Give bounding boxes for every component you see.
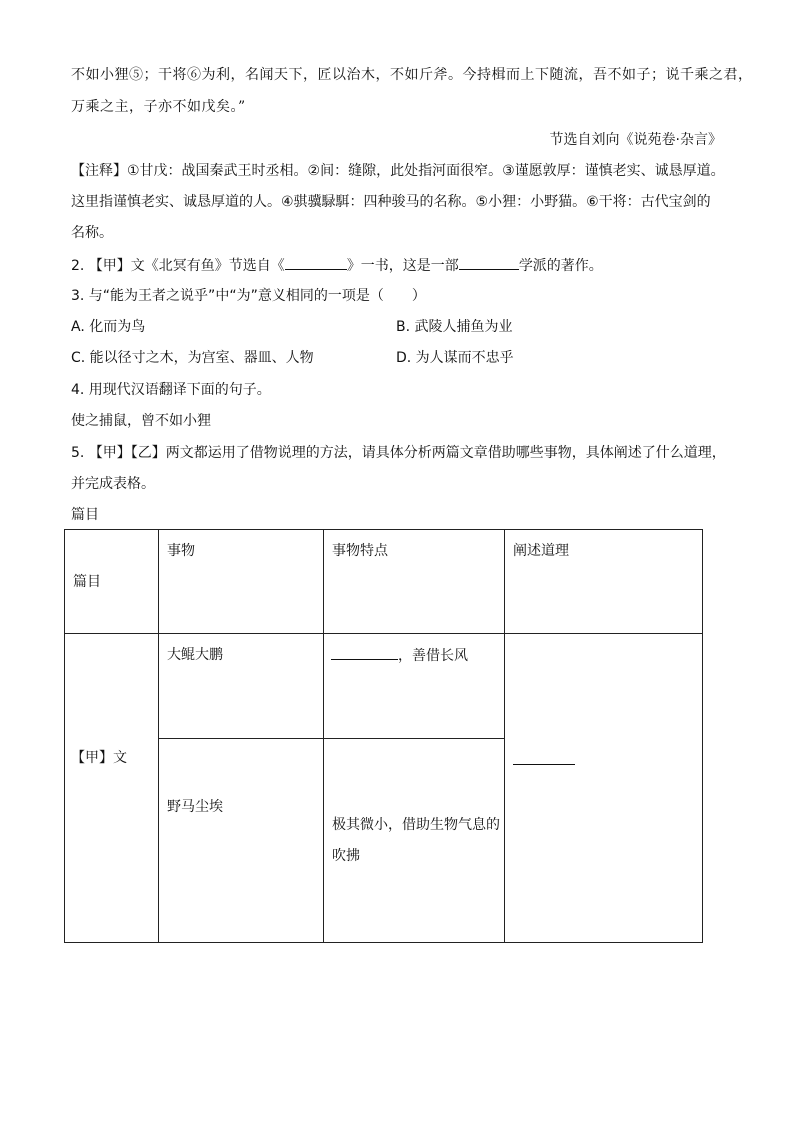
q2-blank-school[interactable] bbox=[459, 255, 519, 270]
q3-option-a[interactable]: A. 化而为鸟 bbox=[71, 319, 146, 335]
thing-cell-2 bbox=[159, 739, 324, 943]
header-cell-shiwu bbox=[159, 530, 324, 634]
header-tedian: 事物特点 bbox=[332, 543, 388, 559]
feature-1 bbox=[331, 645, 468, 666]
principle-blank[interactable] bbox=[513, 750, 575, 765]
thing-1: 大鲲大鹏 bbox=[167, 647, 223, 663]
q2-text-1: 2. 【甲】文《北冥有鱼》节选自《 bbox=[71, 258, 285, 274]
question-3-stem: 3. 与“能为王者之说乎”中“为”意义相同的一项是（ ） bbox=[71, 288, 426, 304]
section-label: 【甲】文 bbox=[71, 750, 127, 766]
thing-2: 野马尘埃 bbox=[167, 799, 223, 815]
feature-2-line-1: 极其微小，借助生物气息的 bbox=[332, 817, 500, 833]
question-2 bbox=[71, 255, 603, 276]
q2-text-3: 学派的著作。 bbox=[518, 258, 603, 274]
feature-cell-1[interactable] bbox=[324, 634, 505, 739]
passage-line-2: 万乘之主，子亦不如戊矣。” bbox=[71, 99, 246, 115]
header-cell-daoli bbox=[505, 530, 703, 634]
principle-cell[interactable] bbox=[505, 634, 703, 943]
question-4-stem: 4. 用现代汉语翻译下面的句子。 bbox=[71, 382, 271, 398]
thing-cell-1 bbox=[159, 634, 324, 739]
answer-table bbox=[64, 529, 703, 943]
passage-source: 节选自刘向《说苑卷·杂言》 bbox=[549, 132, 722, 148]
notes-line-1: 【注释】①甘戊：战国秦武王时丞相。②间：缝隙，此处指河面很窄。③谨愿敦厚：谨慎老实、诚恳厚道。 bbox=[71, 163, 725, 179]
q3-option-b[interactable]: B. 武陵人捕鱼为业 bbox=[396, 319, 513, 335]
feature-cell-2 bbox=[324, 739, 505, 943]
passage-line-1: 不如小狸⑤；干将⑥为利，名闻天下，匠以治木，不如斤斧。今持楫而上下随流，吾不如子；说千乘之君， bbox=[71, 67, 753, 83]
q2-blank-book[interactable] bbox=[285, 255, 347, 270]
feature-1-text: ，善借长风 bbox=[398, 648, 468, 664]
question-4-sentence: 使之捕鼠，曾不如小狸 bbox=[71, 413, 211, 429]
section-label-cell bbox=[65, 634, 159, 943]
table-header-row bbox=[65, 530, 703, 634]
question-5-line-2: 并完成表格。 bbox=[71, 476, 155, 492]
header-cell-tedian bbox=[324, 530, 505, 634]
header-daoli: 阐述道理 bbox=[513, 543, 569, 559]
table-caption: 篇目 bbox=[71, 507, 99, 523]
header-shiwu: 事物 bbox=[167, 543, 195, 559]
header-cell-pianmu bbox=[65, 530, 159, 634]
feature-2-line-2: 吹拂 bbox=[332, 848, 360, 864]
q3-option-c[interactable]: C. 能以径寸之木，为宫室、器皿、人物 bbox=[71, 350, 314, 366]
question-5-line-1: 5. 【甲】【乙】两文都运用了借物说理的方法，请具体分析两篇文章借助哪些事物，具体阐述了什么道理， bbox=[71, 445, 726, 461]
q2-text-2: 》一书，这是一部 bbox=[346, 258, 459, 274]
notes-line-2: 这里指谨慎老实、诚恳厚道的人。④骐骥騄駬：四种骏马的名称。⑤小狸：小野猫。⑥干将：古代宝剑的 bbox=[71, 194, 711, 210]
table-row bbox=[65, 634, 703, 739]
feature-1-blank[interactable] bbox=[331, 645, 398, 660]
header-pianmu: 篇目 bbox=[73, 574, 101, 590]
notes-line-3: 名称。 bbox=[71, 225, 113, 241]
q3-option-d[interactable]: D. 为人谋而不忠乎 bbox=[396, 350, 514, 366]
